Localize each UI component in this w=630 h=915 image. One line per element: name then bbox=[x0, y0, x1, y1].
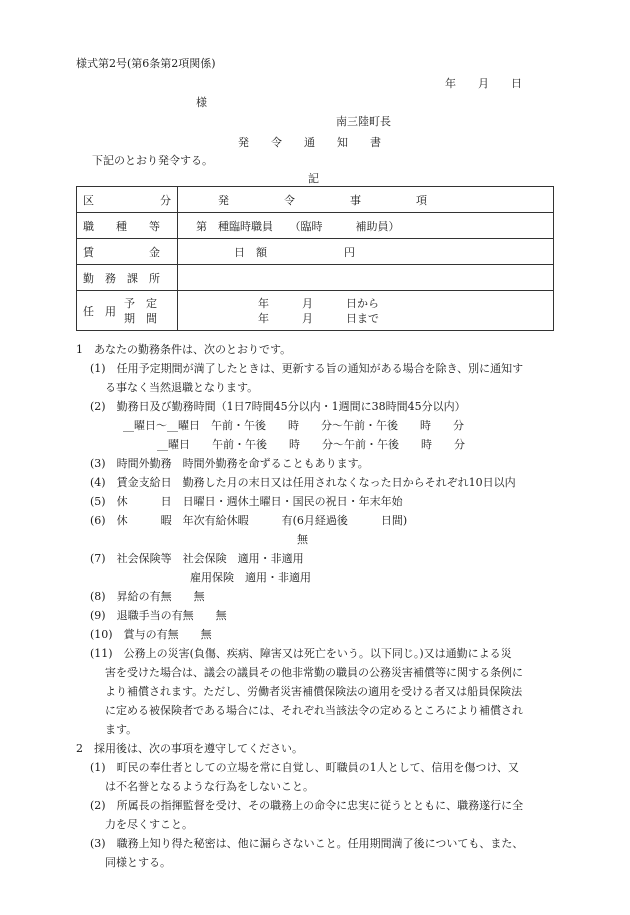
item-1-7-employment: 雇用保険 適用・非適用 bbox=[190, 571, 311, 584]
item-1-3: (3) 時間外勤務 時間外勤務を命ずることもあります。 bbox=[90, 457, 369, 470]
period-from: 年 月 日から bbox=[258, 296, 379, 310]
row-label-job bbox=[77, 213, 178, 239]
item-1-9: (9) 退職手当の有無 無 bbox=[90, 609, 227, 622]
row-value-text: 第 種臨時職員 （臨時 補助員） bbox=[196, 219, 400, 233]
item-1-11-line1: (11) 公務上の災害(負傷、疾病、障害又は死亡をいう。以下同じ。)又は通勤による災 bbox=[90, 647, 512, 660]
item-2-1: (1) 町民の奉仕者としての立場を常に自覚し、町職員の1人として、信用を傷つけ、又 bbox=[90, 761, 519, 774]
item-2-3: (3) 職務上知り得た秘密は、他に漏らさないこと。任用期間満了後についても、また、 bbox=[90, 837, 524, 850]
item-1-11-line3: より補償されます。ただし、労働者災害補償保険法の適用を受ける者又は船員保険法 bbox=[105, 685, 523, 698]
item-1-4: (4) 賃金支給日 勤務した月の末日又は任用されなくなった日からそれぞれ10日以内 bbox=[90, 476, 516, 489]
row-label-text: 賃 金 bbox=[83, 245, 160, 259]
item-1-2-line2: __曜日 午前・午後 時 分～午前・午後 時 分 bbox=[157, 438, 465, 451]
item-2-3-cont: 同様とする。 bbox=[105, 856, 171, 869]
date-line: 年 月 日 bbox=[445, 77, 522, 90]
row-value-job bbox=[178, 213, 554, 239]
period-label-b1: 予 定 bbox=[124, 296, 157, 310]
row-label-period bbox=[77, 291, 178, 331]
document-title: 発 令 通 知 書 bbox=[238, 136, 381, 149]
item-1-8: (8) 昇給の有無 無 bbox=[90, 590, 205, 603]
form-number: 様式第2号(第6条第2項関係) bbox=[76, 57, 216, 70]
header-right-text: 発 令 事 項 bbox=[218, 193, 427, 207]
table-row-period bbox=[77, 291, 554, 331]
appointment-table bbox=[76, 186, 554, 331]
row-label-workplace bbox=[77, 265, 178, 291]
table-row bbox=[77, 239, 554, 265]
row-label-text: 職 種 等 bbox=[83, 219, 160, 233]
row-value-workplace bbox=[178, 265, 554, 291]
issuer: 南三陸町長 bbox=[336, 115, 391, 128]
intro-text: 下記のとおり発令する。 bbox=[92, 154, 213, 167]
addressee: 様 bbox=[196, 96, 207, 109]
item-1-5: (5) 休 日 日曜日・週休土曜日・国民の祝日・年末年始 bbox=[90, 495, 403, 508]
item-1-11-line5: ます。 bbox=[105, 723, 138, 736]
item-1-11-line4: に定める被保険者である場合には、それぞれ当該法令の定めるところにより補償され bbox=[105, 704, 523, 717]
item-1-1-cont: る事なく当然退職となります。 bbox=[105, 381, 259, 394]
row-label-text: 勤 務 課 所 bbox=[83, 271, 160, 285]
period-label-a: 任 用 bbox=[83, 304, 116, 318]
item-1-1: (1) 任用予定期間が満了したときは、更新する旨の通知がある場合を除き、別に通知す bbox=[90, 362, 524, 375]
ki-label: 記 bbox=[308, 172, 319, 185]
item-1-2-line1: __曜日～__曜日 午前・午後 時 分～午前・午後 時 分 bbox=[123, 419, 464, 432]
header-label-cell bbox=[77, 187, 178, 213]
item-2-1-cont: は不名誉となるような行為をしないこと。 bbox=[105, 780, 314, 793]
section-2-heading: 2 採用後は、次の事項を遵守してください。 bbox=[76, 742, 303, 755]
item-1-6-none: 無 bbox=[297, 533, 308, 546]
item-2-2-cont: 力を尽くすこと。 bbox=[105, 818, 193, 831]
section-1-heading: 1 あなたの勤務条件は、次のとおりです。 bbox=[76, 343, 292, 356]
row-value-text: 日 額 円 bbox=[234, 245, 355, 259]
item-1-2: (2) 勤務日及び勤務時間（1日7時間45分以内・1週間に38時間45分以内） bbox=[90, 400, 466, 413]
row-value-period bbox=[178, 291, 554, 331]
header-right-cell bbox=[178, 187, 554, 213]
period-to: 年 月 日まで bbox=[258, 311, 379, 325]
row-value-wage bbox=[178, 239, 554, 265]
row-label-wage bbox=[77, 239, 178, 265]
period-label-b2: 期 間 bbox=[124, 311, 157, 325]
item-1-10: (10) 賞与の有無 無 bbox=[90, 628, 212, 641]
item-1-7: (7) 社会保険等 社会保険 適用・非適用 bbox=[90, 552, 304, 565]
header-left-text: 区 分 bbox=[83, 193, 171, 207]
item-1-6: (6) 休 暇 年次有給休暇 有(6月経過後 日間) bbox=[90, 514, 408, 527]
table-row bbox=[77, 213, 554, 239]
item-2-2: (2) 所属長の指揮監督を受け、その職務上の命令に忠実に従うとともに、職務遂行に全 bbox=[90, 799, 524, 812]
table-row bbox=[77, 265, 554, 291]
table-header-row bbox=[77, 187, 554, 213]
item-1-11-line2: 害を受けた場合は、議会の議員その他非常勤の職員の公務災害補償等に関する条例に bbox=[105, 666, 523, 679]
